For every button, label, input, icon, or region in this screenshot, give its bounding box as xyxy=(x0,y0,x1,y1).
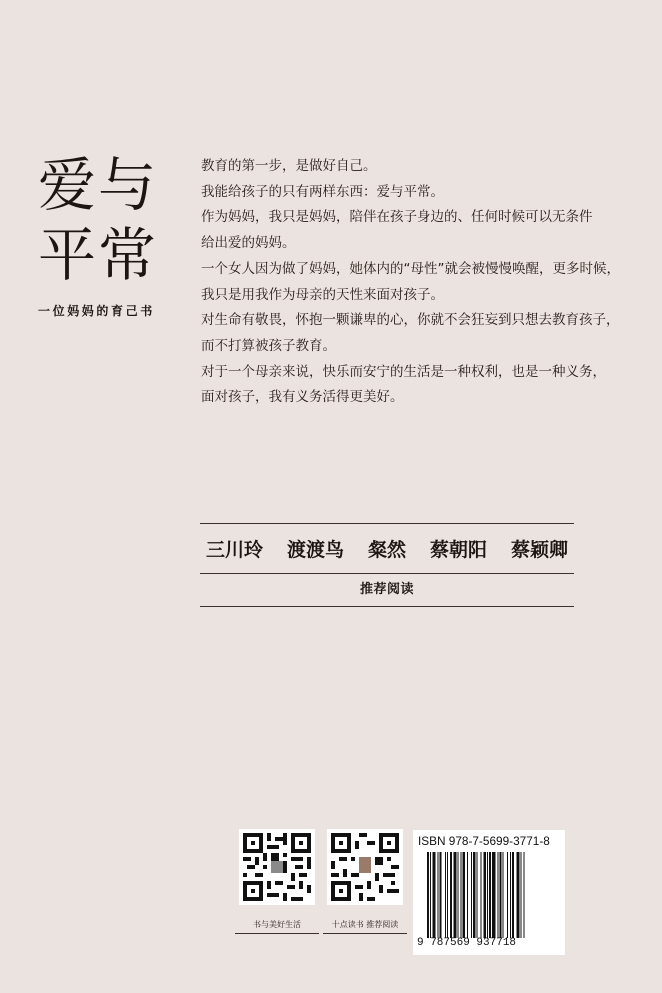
copy-line: 对于一个母亲来说，快乐而安宁的生活是一种权利，也是一种义务， xyxy=(201,363,606,380)
book-title-line-1: 爱与 xyxy=(38,151,159,219)
copy-line: 教育的第一步，是做好自己。 xyxy=(201,158,377,174)
copy-line: 对生命有敬畏，怀抱一颗谦卑的心，你就不会狂妄到只想去教育孩子， xyxy=(201,312,620,329)
copy-line: 一个女人因为做了妈妈，她体内的“母性”就会被慢慢唤醒，更多时候， xyxy=(201,260,620,277)
recommender-name: 渡渡鸟 xyxy=(286,539,344,561)
copy-line: 而不打算被孩子教育。 xyxy=(201,337,336,354)
qr-caption-divider xyxy=(323,933,407,934)
barcode-icon xyxy=(427,852,553,938)
recommender-name: 蔡颖卿 xyxy=(510,539,568,561)
qr-caption: 十点读书 推荐阅读 xyxy=(331,920,399,929)
isbn-number: ISBN 978-7-5699-3771-8 xyxy=(418,834,550,848)
title-block xyxy=(38,150,168,319)
book-title-line-2: 平常 xyxy=(38,221,159,289)
copy-line: 我只是用我作为母亲的天性来面对孩子。 xyxy=(201,286,444,303)
qr-card-book-life xyxy=(239,829,315,939)
qr-caption: 书与美好生活 xyxy=(253,920,301,929)
book-subtitle: 一位妈妈的育己书 xyxy=(38,304,155,318)
qr-code-icon xyxy=(239,829,315,905)
copy-line: 作为妈妈，我只是妈妈，陪伴在孩子身边的、任何时候可以无条件 xyxy=(201,209,593,226)
copy-line: 给出爱的妈妈。 xyxy=(201,235,296,252)
recommender-names xyxy=(200,524,574,573)
copy-line: 面对孩子，我有义务活得更美好。 xyxy=(201,389,404,406)
qr-code-icon xyxy=(327,829,403,905)
qr-card-ten-oclock xyxy=(327,829,403,939)
back-cover-copy xyxy=(201,154,620,411)
copy-line: 我能给孩子的只有两样东西：爱与平常。 xyxy=(201,183,444,200)
recommend-label: 推荐阅读 xyxy=(359,582,414,597)
recommender-name: 三川玲 xyxy=(206,539,264,561)
barcode-digits: 9 787569 937718 xyxy=(417,937,517,949)
divider-bottom xyxy=(200,606,574,607)
recommender-name: 粲然 xyxy=(367,539,406,561)
isbn-barcode xyxy=(413,830,565,955)
recommender-name: 蔡朝阳 xyxy=(429,539,487,561)
qr-caption-divider xyxy=(235,933,319,934)
